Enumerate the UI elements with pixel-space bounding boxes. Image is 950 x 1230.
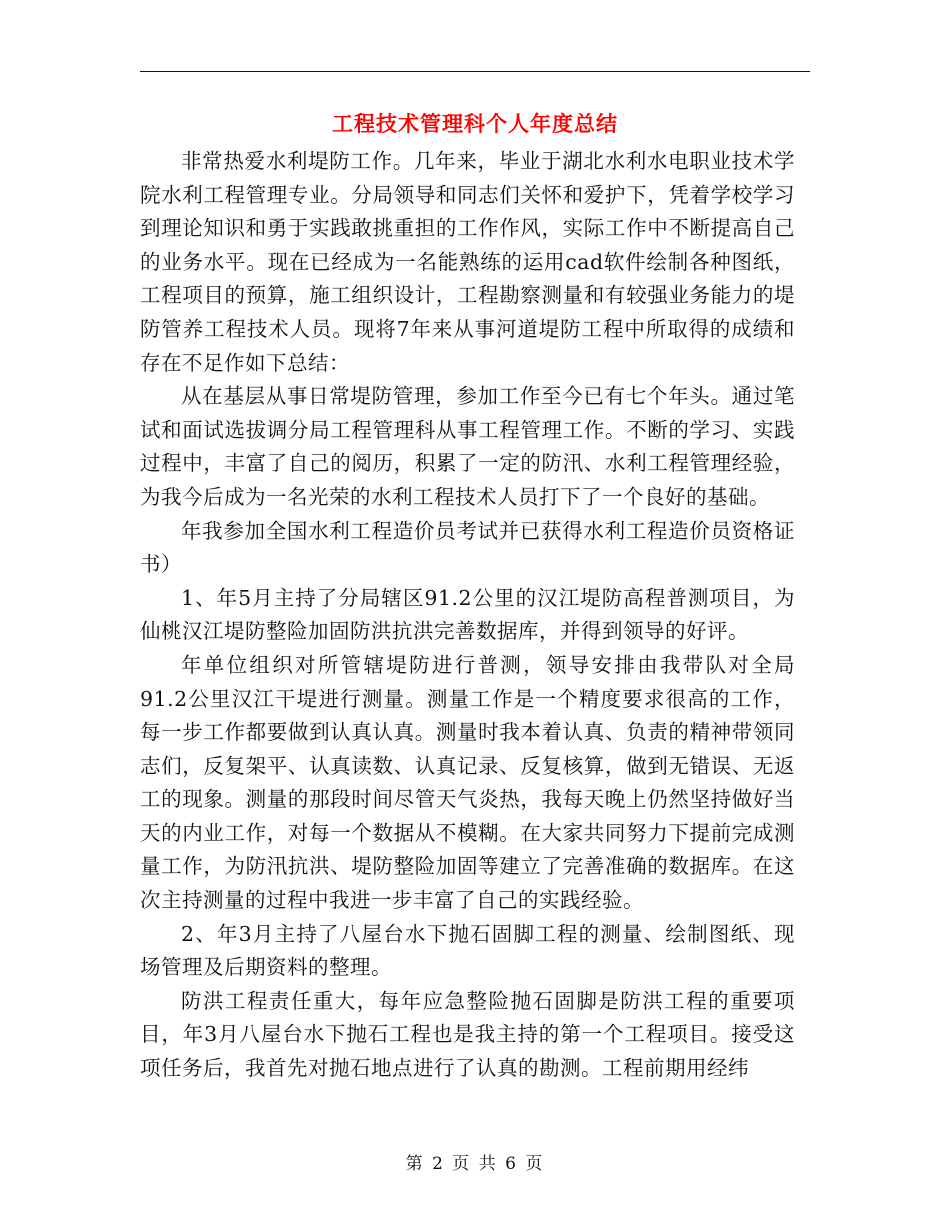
paragraph-4: 1、年5月主持了分局辖区91.2公里的汉江堤防高程普测项目，为仙桃汉江堤防整险加固防洪抗洪完善数据库，并得到领导的好评。 [140,585,795,644]
paragraph-2: 从在基层从事日常堤防管理，参加工作至今已有七个年头。通过笔试和面试选拔调分局工程管理科从事工程管理工作。不断的学习、实践过程中，丰富了自己的阅历，积累了一定的防汛、水利工程管理经验，为我今后成为一名光荣的水利工程技术人员打下了一个良好的基础。 [140,384,795,509]
paragraph-6: 2、年3月主持了八屋台水下抛石固脚工程的测量、绘制图纸、现场管理及后期资料的整理。 [140,921,795,980]
paragraph-5: 年单位组织对所管辖堤防进行普测，领导安排由我带队对全局91.2公里汉江干堤进行测量。测量工作是一个精度要求很高的工作，每一步工作都要做到认真认真。测量时我本着认真、负责的精神带领同志们，反复架平、认真读数、认真记录、反复核算，做到无错误、无返工的现象。测量的那段时间尽管天气炎热，我每天晚上仍然坚持做好当天的内业工作，对每一个数据从不模糊。在大家共同努力下提前完成测量工作，为防汛抗洪、堤防整险加固等建立了完善准确的数据库。在这次主持测量的过程中我进一步丰富了自己的实践经验。 [140,652,795,913]
paragraph-3: 年我参加全国水利工程造价员考试并已获得水利工程造价员资格证书） [140,518,795,577]
document-title: 工程技术管理科个人年度总结 [332,112,618,136]
page-number-footer: 第 2 页 共 6 页 [405,1154,545,1174]
header-rule [140,71,810,72]
paragraph-7: 防洪工程责任重大，每年应急整险抛石固脚是防洪工程的重要项目，年3月八屋台水下抛石工程也是我主持的第一个工程项目。接受这项任务后，我首先对抛石地点进行了认真的勘测。工程前期用经纬 [140,988,795,1081]
document-body [140,145,795,1086]
paragraph-1: 非常热爱水利堤防工作。几年来，毕业于湖北水利水电职业技术学院水利工程管理专业。分局领导和同志们关怀和爱护下，凭着学校学习到理论知识和勇于实践敢挑重担的工作作风，实际工作中不断提高自己的业务水平。现在已经成为一名能熟练的运用cad软件绘制各种图纸，工程项目的预算，施工组织设计，工程勘察测量和有较强业务能力的堤防管养工程技术人员。现将7年来从事河道堤防工程中所取得的成绩和存在不足作如下总结： [140,149,795,375]
